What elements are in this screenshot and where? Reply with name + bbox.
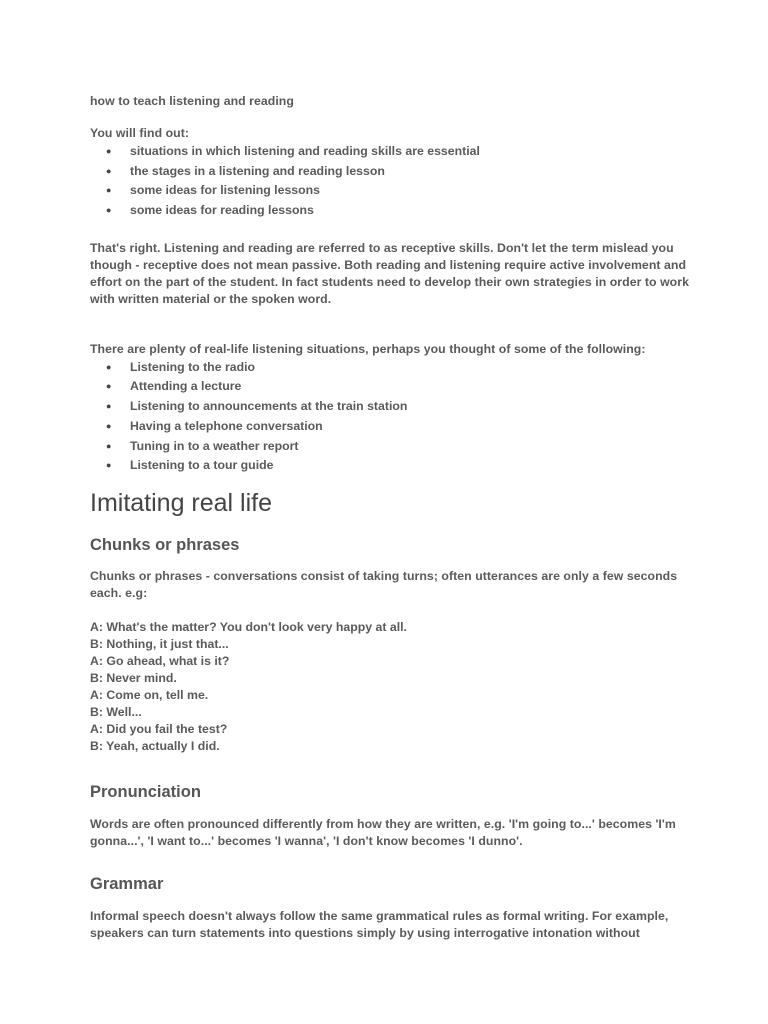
bullet-icon: ● xyxy=(106,146,112,156)
list-item xyxy=(90,397,690,417)
list-item-text: the stages in a listening and reading lesson xyxy=(130,163,385,178)
document-page xyxy=(90,90,690,942)
section-heading: Imitating real life xyxy=(90,488,273,517)
list-item-text: Having a telephone conversation xyxy=(130,418,323,433)
dialogue-line: B: Well... xyxy=(90,705,142,720)
dialogue-line: B: Nothing, it just that... xyxy=(90,637,229,652)
dialogue-line: A: What's the matter? You don't look very happy at all. xyxy=(90,620,407,635)
situations-intro: There are plenty of real-life listening situations, perhaps you thought of some of the following: xyxy=(90,341,646,356)
list-item xyxy=(90,142,690,162)
bullet-icon: ● xyxy=(106,420,112,431)
grammar-text: Informal speech doesn't always follow the same grammatical rules as formal writing. For example, speakers can turn statements into questions simply by using interrogative intonation without xyxy=(90,908,669,940)
list-item xyxy=(90,456,690,476)
list-item xyxy=(90,162,690,182)
list-item-text: some ideas for reading lessons xyxy=(130,203,314,218)
list-item-text: Listening to announcements at the train station xyxy=(130,399,408,414)
list-item-text: Tuning in to a weather report xyxy=(130,438,299,453)
list-item xyxy=(90,201,690,221)
document-title: how to teach listening and reading xyxy=(90,94,294,108)
dialogue-line: A: Come on, tell me. xyxy=(90,688,209,703)
dialogue-line: B: Never mind. xyxy=(90,671,177,686)
intro-text: You will find out: xyxy=(90,126,190,140)
grammar-heading: Grammar xyxy=(90,875,164,893)
dialogue-line: B: Yeah, actually I did. xyxy=(90,739,220,754)
bullet-icon: ● xyxy=(106,440,112,451)
dialogue-line: A: Did you fail the test? xyxy=(90,722,228,737)
list-item-text: Listening to the radio xyxy=(130,359,256,374)
bullet-icon: ● xyxy=(106,381,112,392)
bullet-icon: ● xyxy=(106,185,112,196)
bullet-icon: ● xyxy=(106,165,112,176)
pronunciation-heading: Pronunciation xyxy=(90,783,201,802)
list-item xyxy=(90,181,690,201)
bullet-icon: ● xyxy=(106,401,112,412)
list-item xyxy=(90,377,690,397)
list-item xyxy=(90,358,690,378)
list-item xyxy=(90,417,690,437)
dialogue xyxy=(90,619,690,755)
bullet-icon: ● xyxy=(106,205,112,216)
chunks-heading: Chunks or phrases xyxy=(90,535,240,554)
receptive-skills-paragraph: That's right. Listening and reading are referred to as receptive skills. Don't let the term mislead you though - receptive does not mean passive. Both reading and listening require active involvement and effort on the part of the student. In fact students need to develop their own strategies in order to work with written material or the spoken word. xyxy=(90,240,689,306)
dialogue-line: A: Go ahead, what is it? xyxy=(90,654,230,669)
situations-list xyxy=(90,358,690,476)
list-item-text: some ideas for listening lessons xyxy=(130,183,320,198)
outcomes-list xyxy=(90,142,690,221)
chunks-text: Chunks or phrases - conversations consist of taking turns; often utterances are only a few seconds each. e.g: xyxy=(90,569,678,601)
bullet-icon: ● xyxy=(106,460,112,471)
list-item-text: Listening to a tour guide xyxy=(130,458,274,473)
list-item-text: situations in which listening and reading skills are essential xyxy=(130,144,480,158)
bullet-icon: ● xyxy=(106,361,112,372)
list-item xyxy=(90,437,690,457)
pronunciation-text: Words are often pronounced differently from how they are written, e.g. 'I'm going to...' becomes 'I'm gonna...', 'I want to...' becomes 'I wanna', 'I don't know becomes 'I dunno'. xyxy=(90,817,676,848)
list-item-text: Attending a lecture xyxy=(130,379,242,394)
